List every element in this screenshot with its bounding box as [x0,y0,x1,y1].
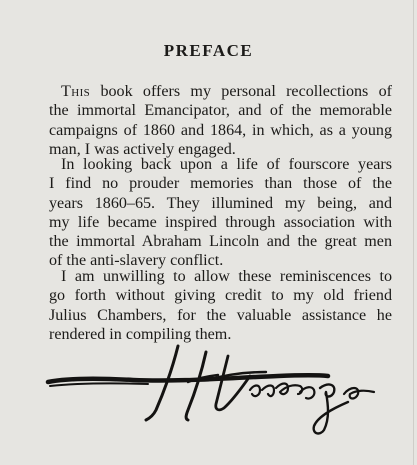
paragraph-line: campaigns of 1860 and 1864, in which, as a young [49,121,392,139]
paragraph-line: man, I was actively engaged. [49,140,236,158]
paragraph-line: This book offers my personal recollections of [61,83,392,100]
paragraph-line: the immortal Abraham Lincoln and the great men [49,233,392,251]
paragraph-line: Julius Chambers, for the valuable assistance he [49,306,392,324]
paragraph-line: go forth without giving credit to my old friend [49,287,392,305]
paragraph-line: I am unwilling to allow these reminiscences to [61,268,392,285]
page-edge-line [413,0,414,465]
paragraph-line: the immortal Emancipator, and of the memorable [49,102,392,120]
paragraph-line: my life became inspired through association with [49,213,392,231]
lead-word: This [61,83,91,100]
paragraph-line: rendered in compiling them. [49,325,232,343]
paragraph-3 [49,267,392,344]
paragraph-2 [49,155,392,271]
paragraph-line: I find no prouder memories than those of the [49,175,392,193]
paragraph-line: of the anti-slavery conflict. [49,252,224,270]
paragraph-1 [49,82,392,159]
paragraph-line: In looking back upon a life of fourscore years [61,156,392,173]
handwritten-signature [38,342,393,437]
page-title: PREFACE [163,41,254,60]
paragraph-line: years 1860–65. They illumined my being, and [49,194,392,212]
